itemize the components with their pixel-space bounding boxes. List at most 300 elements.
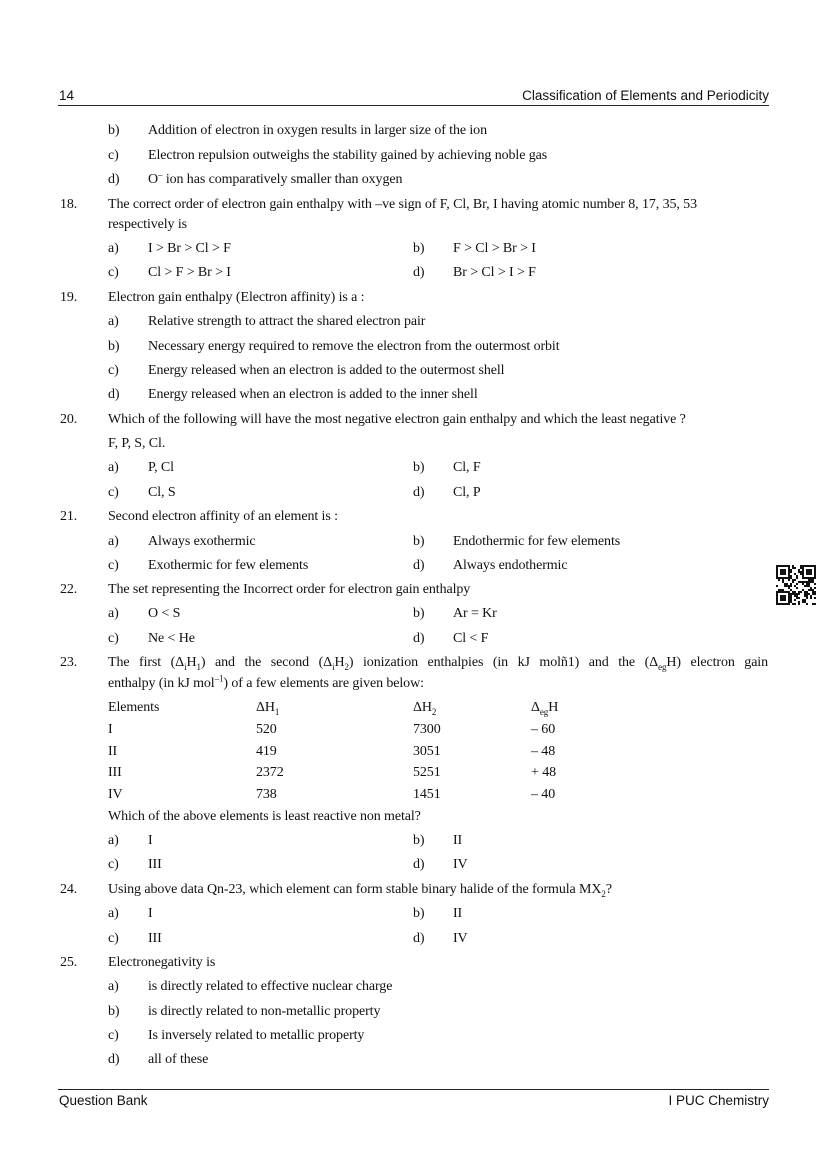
option-label: d) [413,857,425,872]
option-text: II [453,906,463,921]
text-segment: The first (Δ [108,655,185,670]
text-segment: 2 [344,661,349,672]
qr-module [790,571,792,573]
table-cell: – 48 [531,744,556,759]
qr-module [796,597,798,599]
table-cell: III [108,765,122,780]
table-cell: 520 [256,722,277,737]
question-text [108,675,424,693]
question-text: Electronegativity is [108,955,216,970]
qr-module [790,601,792,603]
text-segment: O [148,172,159,187]
qr-module [806,585,808,587]
option-text: Cl < F [453,631,489,646]
text-segment: H [186,655,197,670]
option-text: Cl > F > Br > I [148,265,231,280]
qr-module [812,591,814,593]
qr-module [808,573,810,575]
qr-module [776,593,778,595]
qr-module [782,595,784,597]
qr-module [792,591,794,593]
qr-module [808,581,810,583]
qr-module [798,593,800,595]
qr-module [776,573,778,575]
text-segment: H) electron gain [666,655,768,670]
qr-module [806,583,808,585]
footer-left: Question Bank [59,1093,148,1108]
qr-module [814,587,816,589]
table-cell: I [108,722,113,737]
qr-module [782,589,784,591]
question-number: 23. [60,655,78,670]
qr-module [778,577,780,579]
qr-module [814,565,816,567]
qr-module [808,565,810,567]
option-label: b) [413,534,425,549]
qr-module [804,581,806,583]
question-text: Which of the above elements is least reactive non metal? [108,809,421,824]
qr-module [784,595,786,597]
qr-module [786,583,788,585]
qr-module [784,585,786,587]
qr-module [794,585,796,587]
qr-module [800,591,802,593]
option-label: b) [413,241,425,256]
qr-module [784,591,786,593]
option-label: d) [413,558,425,573]
qr-module [780,589,782,591]
qr-module [796,575,798,577]
qr-module [796,587,798,589]
qr-module [798,603,800,605]
table-header [413,699,436,717]
text-segment: eg [658,661,667,672]
qr-module [810,587,812,589]
qr-module [808,571,810,573]
qr-module [798,571,800,573]
qr-module [810,573,812,575]
qr-module [810,581,812,583]
option-text: Ne < He [148,631,195,646]
qr-module [782,599,784,601]
option-text: Cl, S [148,485,176,500]
qr-module [794,593,796,595]
qr-module [788,571,790,573]
qr-module [788,591,790,593]
qr-module [800,571,802,573]
qr-module [776,577,778,579]
qr-module [814,593,816,595]
text-segment: 1 [274,706,280,717]
option-label: c) [108,631,119,646]
table-cell: 3051 [413,744,441,759]
qr-module [786,603,788,605]
text-segment: H [548,700,559,715]
qr-module [784,603,786,605]
qr-module [814,567,816,569]
text-segment: 1 [196,661,201,672]
option-label: c) [108,1028,119,1043]
option-label: a) [108,833,119,848]
qr-module [788,573,790,575]
option-label: b) [413,833,425,848]
qr-module [814,583,816,585]
qr-module [780,597,782,599]
option-label: a) [108,314,119,329]
qr-module [810,589,812,591]
option-text: II [453,833,463,848]
qr-module [776,595,778,597]
footer-right: I PUC Chemistry [668,1093,769,1108]
option-label: b) [108,1004,120,1019]
option-text: Energy released when an electron is added to the inner shell [148,387,478,402]
option-label: d) [108,172,120,187]
qr-module [780,569,782,571]
qr-module [812,577,814,579]
qr-code[interactable] [776,565,816,605]
qr-module [786,591,788,593]
qr-module [790,597,792,599]
text-segment: H [334,655,345,670]
table-cell: – 40 [531,787,556,802]
text-segment: – [158,169,163,180]
option-text: Energy released when an electron is added to the outermost shell [148,363,505,378]
option-label: a) [108,906,119,921]
question-number: 21. [60,509,78,524]
qr-module [806,593,808,595]
qr-module [812,593,814,595]
qr-module [778,579,780,581]
qr-module [792,593,794,595]
qr-module [814,573,816,575]
qr-module [782,565,784,567]
qr-module [780,591,782,593]
question-number: 20. [60,412,78,427]
option-text: Exothermic for few elements [148,558,309,573]
option-text: O < S [148,606,181,621]
qr-module [800,567,802,569]
qr-module [788,587,790,589]
qr-module [806,569,808,571]
qr-module [802,601,804,603]
text-segment: ) ionization enthalpies (in kJ molñ1) and the (Δ [348,655,659,670]
qr-module [806,565,808,567]
qr-module [802,599,804,601]
option-text: F > Cl > Br > I [453,241,536,256]
option-label: d) [413,631,425,646]
question-number: 19. [60,290,78,305]
question-text [108,881,612,899]
qr-module [806,595,808,597]
option-label: a) [108,534,119,549]
qr-module [776,571,778,573]
qr-module [796,595,798,597]
option-text: Addition of electron in oxygen results in larger size of the ion [148,123,487,138]
qr-module [788,569,790,571]
text-segment: ) and the second (Δ [200,655,333,670]
question-number: 22. [60,582,78,597]
qr-module [778,591,780,593]
qr-module [804,591,806,593]
text-segment: ? [605,882,612,897]
qr-module [810,595,812,597]
option-label: c) [108,931,119,946]
option-text: Br > Cl > I > F [453,265,536,280]
qr-module [814,569,816,571]
qr-module [782,579,784,581]
option-label: d) [108,387,120,402]
option-label: d) [413,265,425,280]
qr-module [798,581,800,583]
qr-module [776,591,778,593]
question-text: F, P, S, Cl. [108,436,166,451]
qr-module [776,567,778,569]
option-label: c) [108,558,119,573]
table-header [531,699,558,717]
qr-module [788,585,790,587]
qr-module [782,569,784,571]
qr-module [804,599,806,601]
text-segment: ) of a few elements are given below: [223,676,424,691]
qr-module [808,589,810,591]
qr-module [798,597,800,599]
text-segment: Δ [531,700,540,715]
qr-module [796,593,798,595]
qr-module [790,585,792,587]
qr-module [814,591,816,593]
qr-module [776,599,778,601]
qr-module [792,603,794,605]
qr-module [788,601,790,603]
qr-module [812,581,814,583]
qr-module [798,591,800,593]
qr-module [800,581,802,583]
qr-module [780,571,782,573]
qr-module [794,591,796,593]
header-rule [58,105,769,106]
qr-module [814,577,816,579]
qr-module [810,565,812,567]
table-cell: 2372 [256,765,284,780]
qr-module [802,583,804,585]
qr-module [810,577,812,579]
table-cell: II [108,744,118,759]
question-number: 18. [60,197,78,212]
option-text: Ar = Kr [453,606,497,621]
qr-module [794,573,796,575]
qr-module [776,601,778,603]
question-number: 25. [60,955,78,970]
qr-module [784,597,786,599]
qr-module [806,573,808,575]
qr-module [792,567,794,569]
table-cell: 7300 [413,722,441,737]
qr-module [784,583,786,585]
qr-module [780,603,782,605]
qr-module [802,569,804,571]
qr-module [806,571,808,573]
qr-module [780,595,782,597]
qr-module [780,599,782,601]
qr-module [788,603,790,605]
qr-module [790,583,792,585]
option-text: Cl, P [453,485,481,500]
qr-module [808,569,810,571]
qr-module [812,565,814,567]
text-segment: ion has comparatively smaller than oxygen [162,172,403,187]
option-label: d) [413,931,425,946]
qr-module [814,597,816,599]
option-text: Relative strength to attract the shared electron pair [148,314,426,329]
qr-module [794,595,796,597]
qr-module [806,597,808,599]
qr-module [776,565,778,567]
qr-module [776,569,778,571]
qr-module [812,589,814,591]
option-text [148,171,402,189]
qr-module [778,589,780,591]
qr-module [778,603,780,605]
qr-module [804,593,806,595]
option-label: b) [108,339,120,354]
option-label: a) [108,606,119,621]
qr-module [790,589,792,591]
qr-module [776,603,778,605]
option-text: all of these [148,1052,209,1067]
qr-module [802,589,804,591]
qr-module [810,579,812,581]
qr-module [802,575,804,577]
option-text: I [148,906,153,921]
qr-module [780,573,782,575]
table-cell: IV [108,787,123,802]
table-cell: 1451 [413,787,441,802]
qr-module [804,585,806,587]
qr-module [784,577,786,579]
question-text: The correct order of electron gain enthalpy with –ve sign of F, Cl, Br, I having atomic number 8, 17, 35, 53 [108,197,697,212]
option-text: Always exothermic [148,534,256,549]
qr-module [810,571,812,573]
option-text: Electron repulsion outweighs the stability gained by achieving noble gas [148,148,548,163]
table-cell: – 60 [531,722,556,737]
qr-module [798,569,800,571]
qr-module [790,593,792,595]
question-number: 24. [60,882,78,897]
qr-module [790,575,792,577]
qr-module [810,569,812,571]
option-text: IV [453,931,468,946]
qr-module [788,593,790,595]
qr-module [788,565,790,567]
qr-module [782,591,784,593]
qr-module [794,579,796,581]
qr-module [788,595,790,597]
option-label: c) [108,485,119,500]
qr-module [788,597,790,599]
text-segment: 2 [601,888,606,899]
qr-module [784,569,786,571]
qr-module [794,603,796,605]
qr-module [802,577,804,579]
option-text: is directly related to non-metallic property [148,1004,381,1019]
qr-module [814,575,816,577]
qr-module [808,579,810,581]
option-text: I > Br > Cl > F [148,241,231,256]
qr-module [790,595,792,597]
qr-module [802,573,804,575]
qr-module [784,599,786,601]
qr-module [814,603,816,605]
qr-module [796,583,798,585]
qr-module [784,573,786,575]
qr-module [788,575,790,577]
qr-module [782,603,784,605]
text-segment: ΔH [256,700,275,715]
qr-module [814,571,816,573]
qr-module [808,585,810,587]
qr-module [800,565,802,567]
table-header: Elements [108,700,160,715]
text-segment: ΔH [413,700,432,715]
text-segment: eg [539,706,549,717]
qr-module [806,581,808,583]
option-label: b) [108,123,120,138]
qr-module [792,579,794,581]
qr-module [776,575,778,577]
option-label: d) [413,485,425,500]
qr-module [784,571,786,573]
option-label: b) [413,606,425,621]
option-text: Necessary energy required to remove the electron from the outermost orbit [148,339,560,354]
qr-module [790,577,792,579]
option-label: d) [108,1052,120,1067]
qr-module [796,577,798,579]
qr-module [778,565,780,567]
qr-module [802,567,804,569]
table-cell: 738 [256,787,277,802]
question-text: The set representing the Incorrect order for electron gain enthalpy [108,582,471,597]
qr-module [804,601,806,603]
option-text: is directly related to effective nuclear charge [148,979,393,994]
qr-module [798,601,800,603]
chapter-title: Classification of Elements and Periodicity [522,88,769,103]
qr-module [776,597,778,599]
qr-module [788,599,790,601]
qr-module [780,565,782,567]
table-cell: 419 [256,744,277,759]
qr-module [802,571,804,573]
option-label: a) [108,460,119,475]
qr-module [794,567,796,569]
qr-module [806,577,808,579]
qr-module [782,581,784,583]
qr-module [786,577,788,579]
option-label: c) [108,265,119,280]
text-segment: –1 [214,673,224,684]
question-text [108,654,768,672]
text-segment: i [184,661,187,672]
qr-module [806,603,808,605]
option-text: III [148,931,162,946]
option-text: P, Cl [148,460,174,475]
qr-module [802,565,804,567]
qr-module [780,577,782,579]
qr-module [782,571,784,573]
qr-module [786,585,788,587]
qr-module [812,579,814,581]
qr-module [808,593,810,595]
option-text: Always endothermic [453,558,568,573]
